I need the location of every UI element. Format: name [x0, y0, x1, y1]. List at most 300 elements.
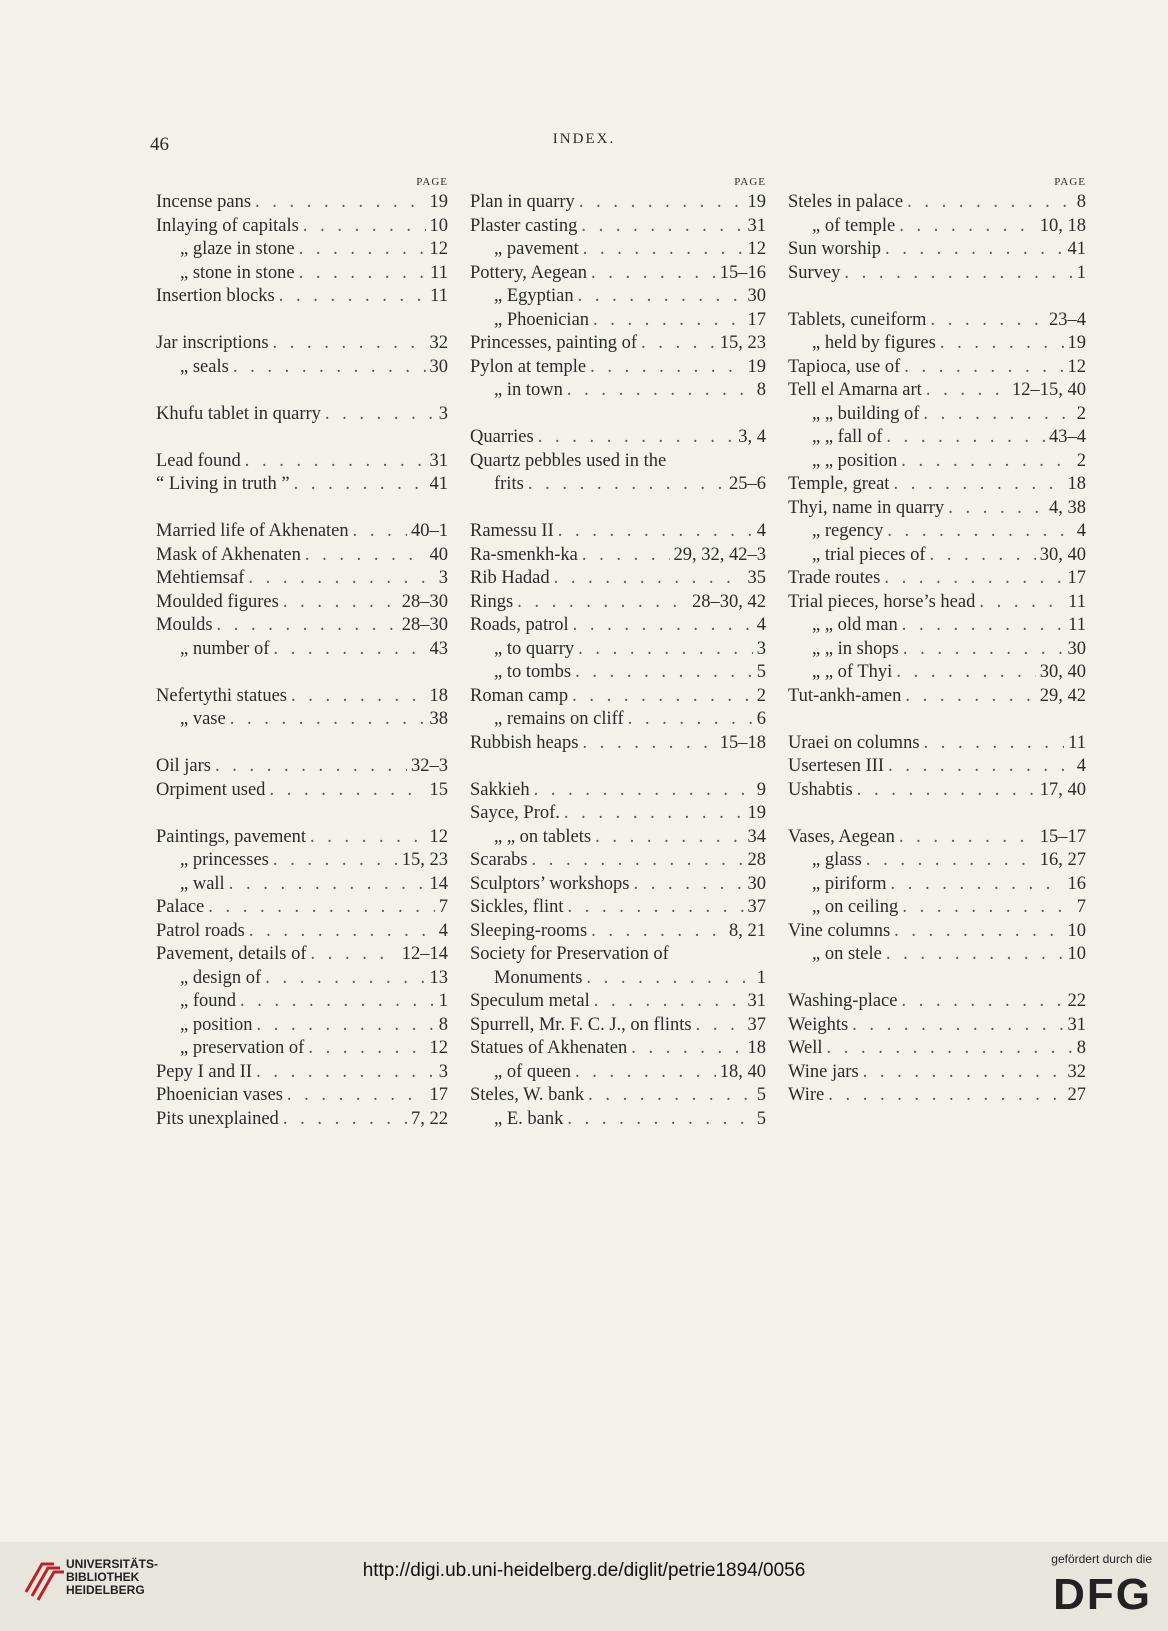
leader-dots [828, 1084, 1063, 1108]
index-term: „ Egyptian [494, 286, 574, 306]
index-entry [156, 544, 448, 568]
index-entry [470, 873, 766, 897]
index-term: „ „ on tablets [494, 826, 592, 847]
leader-dots [283, 1108, 407, 1132]
index-entry [788, 1014, 1086, 1038]
leader-dots [287, 1084, 426, 1108]
leader-dots [852, 1014, 1063, 1038]
index-entry [788, 591, 1086, 615]
index-entry [788, 849, 1086, 873]
page-reference: 3, 4 [738, 427, 766, 447]
page-reference: 25–6 [729, 474, 766, 494]
index-term: Steles in palace [788, 192, 904, 212]
index-term: Oil jars [156, 756, 211, 776]
index-entry [788, 685, 1086, 709]
leader-dots [896, 661, 1035, 685]
index-entry [470, 356, 766, 380]
page-reference: 3 [438, 403, 448, 424]
leader-dots [901, 450, 1072, 474]
leader-dots [863, 1061, 1064, 1085]
page-reference: 17 [1067, 568, 1086, 588]
index-entry [156, 920, 448, 944]
index-term: „ glaze in stone [180, 239, 295, 259]
index-term: Washing-place [788, 991, 898, 1011]
index-term: Tut-ankh-amen [788, 685, 902, 706]
index-term: Pylon at temple [470, 356, 587, 377]
leader-dots [582, 544, 670, 568]
index-entry [156, 873, 448, 897]
index-term: Speculum metal [470, 991, 590, 1011]
page-reference: 32 [1067, 1061, 1086, 1082]
leader-dots [901, 990, 1063, 1014]
index-entry [470, 262, 766, 286]
page-reference: 1 [438, 991, 448, 1011]
page-reference: 5 [756, 1108, 766, 1129]
index-term: Patrol roads [156, 920, 245, 941]
page-reference: 28–30, 42 [692, 591, 766, 612]
page-reference: 18, 40 [719, 1061, 766, 1082]
leader-dots [886, 426, 1045, 450]
index-entry [156, 614, 448, 638]
index-entry [788, 473, 1086, 497]
leader-dots [255, 191, 425, 215]
page-reference: 1 [756, 967, 766, 988]
index-entry [470, 520, 766, 544]
viewer-footer [0, 1542, 1168, 1631]
page-reference: 8 [756, 380, 766, 400]
leader-dots [265, 967, 425, 991]
page-reference: 7 [438, 897, 448, 917]
index-term: Jar inscriptions [156, 333, 269, 353]
index-term: Moulds [156, 615, 213, 635]
index-entry [470, 544, 766, 568]
index-entry [470, 1061, 766, 1085]
index-entry [788, 943, 1086, 967]
index-entry [788, 873, 1086, 897]
page-reference: 22 [1067, 991, 1086, 1011]
index-term: Ushabtis [788, 779, 853, 800]
library-name-line: HEIDELBERG [66, 1583, 145, 1597]
index-term: Pits unexplained [156, 1108, 279, 1129]
index-entry [788, 732, 1086, 756]
index-term: Pottery, Aegean [470, 262, 587, 283]
index-entry [156, 967, 448, 991]
page-reference: 12 [1067, 356, 1086, 377]
leader-dots [273, 849, 398, 873]
index-entry [156, 826, 448, 850]
leader-dots [595, 826, 743, 850]
leader-dots [299, 238, 426, 262]
page-reference: 11 [1068, 732, 1086, 753]
leader-dots [948, 497, 1045, 521]
index-entry [788, 497, 1086, 521]
page-reference: 15–18 [719, 732, 766, 753]
leader-dots [572, 685, 753, 709]
leader-dots [256, 1014, 434, 1038]
leader-dots [641, 332, 716, 356]
index-term: „ found [180, 991, 236, 1011]
leader-dots [893, 473, 1063, 497]
index-entry [470, 473, 766, 497]
page-reference: 30, 40 [1039, 662, 1086, 682]
leader-dots [628, 708, 753, 732]
index-term: Phoenician vases [156, 1085, 283, 1105]
page-reference: 31 [429, 450, 448, 471]
page-reference: 17 [747, 309, 766, 330]
page-reference: 2 [1076, 450, 1086, 471]
index-entry [156, 473, 448, 497]
column-page-heading: PAGE [734, 176, 766, 188]
page-reference: 3 [438, 568, 448, 588]
leader-dots [588, 1084, 753, 1108]
page-reference: 30 [429, 356, 448, 377]
index-entry [470, 379, 766, 403]
index-term: „ „ building of [812, 403, 920, 424]
leader-dots [528, 473, 725, 497]
library-name-line: BIBLIOTHEK [66, 1570, 140, 1584]
page-reference: 9 [756, 779, 766, 800]
index-entry [470, 826, 766, 850]
index-entry [788, 544, 1086, 568]
index-entry [788, 191, 1086, 215]
index-entry [788, 614, 1086, 638]
leader-dots [311, 943, 398, 967]
page-reference: 19 [747, 192, 766, 212]
leader-dots [884, 567, 1063, 591]
page-reference: 10, 18 [1039, 215, 1086, 236]
page-reference: 11 [430, 286, 448, 306]
leader-dots [279, 285, 426, 309]
leader-dots [215, 755, 407, 779]
index-entry [470, 967, 766, 991]
page-reference: 19 [747, 803, 766, 823]
index-term: Usertesen III [788, 756, 885, 776]
index-entry [470, 732, 766, 756]
index-term: Wire [788, 1085, 825, 1105]
index-entry [156, 755, 448, 779]
page-reference: 10 [1067, 920, 1086, 941]
leader-dots [905, 685, 1035, 709]
index-entry [156, 1037, 448, 1061]
running-head: INDEX. [552, 131, 616, 147]
column-page-heading: PAGE [416, 176, 448, 188]
index-entry [156, 708, 448, 732]
index-term: frits [494, 474, 524, 494]
index-term: Sayce, Prof. [470, 803, 560, 823]
leader-dots [269, 779, 425, 803]
index-term: Rubbish heaps [470, 732, 579, 753]
index-entry [470, 1084, 766, 1108]
leader-dots [538, 426, 735, 450]
leader-dots [534, 779, 753, 803]
index-entry [470, 238, 766, 262]
index-term: Palace [156, 897, 205, 917]
page-reference: 4 [756, 615, 766, 635]
leader-dots [303, 215, 426, 239]
page-reference: 11 [1068, 615, 1086, 635]
index-column-1 [156, 174, 448, 1131]
page-reference: 29, 32, 42–3 [673, 544, 766, 565]
index-term: „ of queen [494, 1061, 572, 1082]
leader-dots [575, 661, 753, 685]
page-reference: 6 [756, 709, 766, 729]
index-entry [470, 990, 766, 1014]
page-reference: 1 [1076, 262, 1086, 283]
leader-dots [887, 520, 1072, 544]
index-entry [788, 638, 1086, 662]
index-entry [470, 685, 766, 709]
index-term: Nefertythi statues [156, 685, 287, 706]
page-reference: 15–17 [1039, 826, 1086, 847]
leader-dots [245, 450, 426, 474]
page-reference: 18 [747, 1038, 766, 1058]
index-term: „ number of [180, 638, 270, 659]
index-entry [156, 191, 448, 215]
index-term: Mask of Akhenaten [156, 544, 301, 565]
index-entry [470, 309, 766, 333]
leader-dots [578, 285, 744, 309]
index-term: Wine jars [788, 1061, 859, 1082]
leader-dots [299, 262, 427, 286]
index-term: „ preservation of [180, 1038, 305, 1058]
leader-dots [930, 544, 1036, 568]
index-term: Moulded figures [156, 591, 279, 612]
page-reference: 29, 42 [1039, 685, 1086, 706]
page-reference: 40–1 [411, 521, 448, 541]
page-reference: 28–30 [401, 591, 448, 612]
page-reference: 3 [438, 1061, 448, 1082]
page-reference: 43 [429, 638, 448, 659]
index-column-2 [470, 174, 766, 1131]
index-term: „ glass [812, 850, 862, 870]
index-entry [156, 1108, 448, 1132]
permalink-url[interactable]: http://digi.ub.uni-heidelberg.de/diglit/petrie1894/0056 [362, 1560, 806, 1581]
leader-dots [558, 520, 753, 544]
leader-dots [578, 638, 753, 662]
index-entry [156, 1061, 448, 1085]
index-term: „ „ old man [812, 615, 898, 635]
index-entry [470, 1037, 766, 1061]
page-reference: 8 [1076, 192, 1086, 212]
index-entry [788, 215, 1086, 239]
page-reference: 5 [756, 1085, 766, 1105]
index-entry [156, 520, 448, 544]
page-reference: 34 [747, 826, 766, 847]
index-term: Sickles, flint [470, 897, 564, 917]
index-term: Thyi, name in quarry [788, 497, 945, 518]
index-term: Monuments [494, 967, 583, 988]
page-reference: 7 [1076, 897, 1086, 917]
page-reference: 30 [747, 286, 766, 306]
index-term: Pavement, details of [156, 944, 307, 964]
index-entry [470, 1014, 766, 1038]
leader-dots [256, 1061, 435, 1085]
leader-dots [325, 403, 435, 427]
index-term: Plan in quarry [470, 192, 575, 212]
leader-dots [903, 638, 1064, 662]
index-term: „ remains on cliff [494, 709, 624, 729]
leader-dots [310, 826, 425, 850]
page-reference: 17, 40 [1039, 779, 1086, 800]
index-entry [156, 990, 448, 1014]
index-entry [156, 1084, 448, 1108]
index-term: “ Living in truth ” [156, 474, 290, 494]
page-reference: 2 [1076, 403, 1086, 424]
index-term: Incense pans [156, 192, 252, 212]
leader-dots [979, 591, 1064, 615]
index-entry [156, 591, 448, 615]
index-column-3 [788, 174, 1086, 1108]
index-term: Plaster casting [470, 215, 578, 236]
leader-dots [907, 191, 1073, 215]
index-entry [156, 943, 448, 967]
page-reference: 27 [1067, 1085, 1086, 1105]
index-term: „ princesses [180, 850, 269, 870]
index-term: „ of temple [812, 215, 896, 236]
index-entry [156, 779, 448, 803]
leader-dots [575, 1061, 716, 1085]
index-term: Ramessu II [470, 521, 554, 541]
index-entry [156, 332, 448, 356]
page-reference: 23–4 [1049, 309, 1086, 330]
leader-dots [857, 779, 1036, 803]
leader-dots [564, 802, 744, 826]
page-reference: 37 [747, 1014, 766, 1035]
index-entry [788, 567, 1086, 591]
leader-dots [631, 1037, 743, 1061]
index-term: „ „ in shops [812, 638, 899, 659]
index-entry [788, 920, 1086, 944]
leader-dots [844, 262, 1072, 286]
index-entry [788, 1061, 1086, 1085]
page-reference: 11 [1068, 591, 1086, 612]
page-reference: 15, 23 [719, 333, 766, 353]
leader-dots [283, 591, 398, 615]
index-term: Quarries [470, 427, 534, 447]
leader-dots [230, 708, 426, 732]
index-term: Trade routes [788, 568, 881, 588]
leader-dots [590, 356, 743, 380]
page-reference: 15–16 [719, 262, 766, 283]
dfg-logo: DFG [1053, 1570, 1152, 1619]
index-term: „ design of [180, 967, 262, 988]
leader-dots [899, 826, 1036, 850]
index-term: „ „ position [812, 450, 898, 471]
page-reference: 31 [747, 991, 766, 1011]
index-term: „ wall [180, 873, 225, 894]
leader-dots [568, 896, 744, 920]
page-reference: 11 [430, 262, 448, 283]
page-reference: 15 [429, 779, 448, 800]
index-term: Spurrell, Mr. F. C. J., on flints [470, 1014, 692, 1035]
page-reference: 12 [429, 239, 448, 259]
page-reference: 4 [756, 521, 766, 541]
column-page-heading: PAGE [1054, 176, 1086, 188]
leader-dots [579, 191, 744, 215]
index-term: Survey [788, 262, 841, 283]
page-reference: 43–4 [1049, 427, 1086, 447]
page-reference: 41 [429, 474, 448, 494]
leader-dots [866, 849, 1036, 873]
index-term: „ piriform [812, 873, 887, 894]
page-reference: 10 [1067, 944, 1086, 964]
page-reference: 2 [756, 685, 766, 706]
leader-dots [517, 591, 688, 615]
page-reference: 8 [438, 1014, 448, 1035]
leader-dots [894, 920, 1063, 944]
page-reference: 10 [429, 215, 448, 236]
index-entry [788, 309, 1086, 333]
index-term: Tablets, cuneiform [788, 309, 927, 330]
index-entry [470, 426, 766, 450]
index-term: „ trial pieces of [812, 544, 926, 565]
index-term: Ra-smenkh-ka [470, 544, 578, 565]
index-entry [788, 755, 1086, 779]
index-term: „ seals [180, 356, 229, 377]
page-reference: 18 [429, 685, 448, 706]
index-entry [470, 943, 766, 967]
leader-dots [581, 215, 743, 239]
index-term: „ regency [812, 521, 884, 541]
index-term: „ „ of Thyi [812, 662, 893, 682]
index-entry [156, 238, 448, 262]
page-reference: 28 [747, 850, 766, 870]
page-reference: 19 [429, 192, 448, 212]
page-reference: 30 [1067, 638, 1086, 659]
index-entry [788, 262, 1086, 286]
leader-dots [891, 873, 1064, 897]
page-reference: 35 [747, 568, 766, 588]
page-reference: 12–14 [401, 944, 448, 964]
index-entry [156, 262, 448, 286]
leader-dots [273, 332, 426, 356]
index-term: Weights [788, 1014, 849, 1035]
index-term: Inlaying of capitals [156, 215, 299, 236]
page-reference: 18 [1067, 474, 1086, 494]
index-term: Vine columns [788, 920, 891, 941]
index-term: Uraei on columns [788, 732, 920, 753]
index-term: „ stone in stone [180, 262, 295, 283]
index-entry [156, 896, 448, 920]
index-term: „ in town [494, 380, 563, 400]
page-reference: 41 [1067, 239, 1086, 259]
index-entry [788, 379, 1086, 403]
page-reference: 4 [1076, 756, 1086, 776]
leader-dots [305, 544, 426, 568]
index-entry [156, 638, 448, 662]
index-entry [788, 1037, 1086, 1061]
index-term: Sculptors’ workshops [470, 873, 630, 894]
index-entry [470, 591, 766, 615]
index-entry [788, 426, 1086, 450]
leader-dots [902, 614, 1064, 638]
index-term: „ „ fall of [812, 427, 883, 447]
leader-dots [217, 614, 398, 638]
page-reference: 32 [429, 333, 448, 353]
index-entry [470, 191, 766, 215]
leader-dots [904, 356, 1063, 380]
page-reference: 17 [429, 1085, 448, 1105]
leader-dots [885, 238, 1063, 262]
leader-dots [930, 309, 1045, 333]
page-reference: 8 [1076, 1038, 1086, 1058]
page-reference: 40 [429, 544, 448, 565]
page-reference: 30 [747, 873, 766, 894]
index-entry [470, 661, 766, 685]
index-entry [156, 285, 448, 309]
index-term: Well [788, 1038, 823, 1058]
leader-dots [240, 990, 435, 1014]
